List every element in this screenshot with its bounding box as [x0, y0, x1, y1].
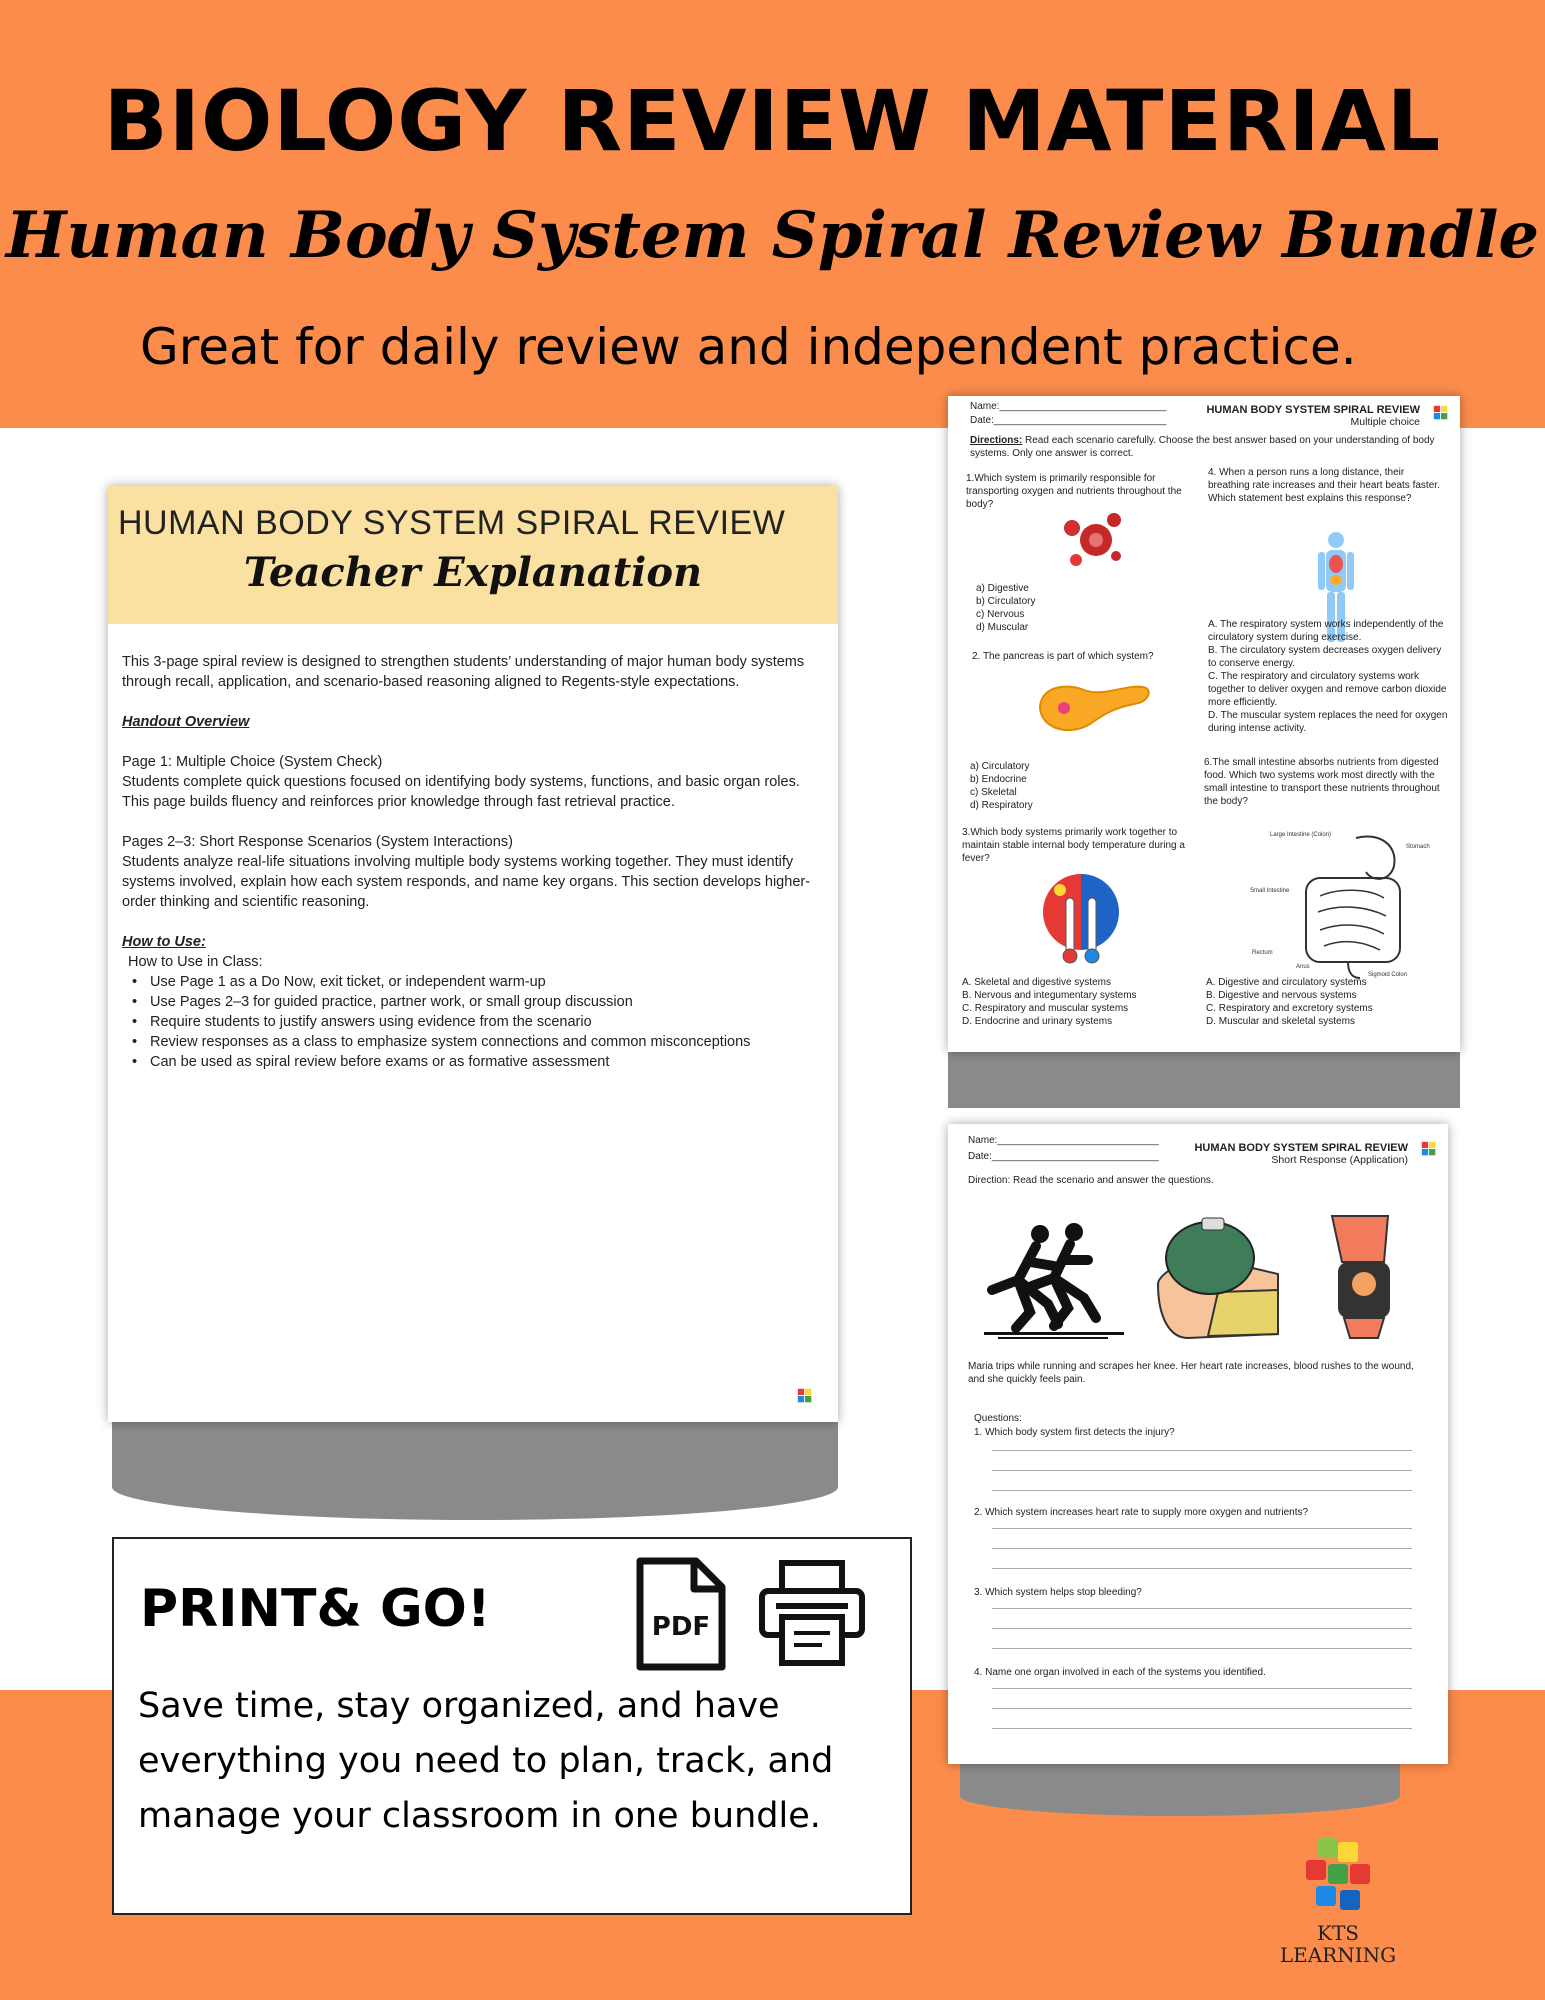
ws2-subtitle: Short Response (Application) [1271, 1154, 1408, 1166]
logo-line-1: KTS [1317, 1921, 1359, 1945]
kts-puzzle-logo-icon [1300, 1834, 1374, 1920]
ws1-q6-options [1206, 976, 1373, 1028]
ws1-q4: 4. When a person runs a long distance, their breathing rate increases and their heart beats faster. Which statement best explains this response? [1208, 467, 1440, 504]
option: A. Digestive and circulatory systems [1206, 977, 1367, 988]
kts-learning-logo-text [1268, 1922, 1408, 1966]
ws1-shadow [948, 1048, 1460, 1108]
option: d) Muscular [976, 622, 1029, 633]
option: d) Respiratory [970, 800, 1033, 811]
teacher-page-body [108, 624, 838, 1072]
ws1-q3: 3.Which body systems primarily work together to maintain stable internal body temperature during a fever? [962, 827, 1185, 864]
option: B. Digestive and nervous systems [1206, 990, 1357, 1001]
option: B. Nervous and integumentary systems [962, 990, 1137, 1001]
how-to-use-subheading: How to Use in Class: [128, 954, 263, 970]
option: a) Digestive [976, 583, 1029, 594]
thermometer-hot-cold-icon [1036, 868, 1126, 968]
red-blood-cells-icon [1058, 506, 1128, 576]
ws1-directions-label: Directions: [970, 435, 1023, 446]
option: C. The respiratory and circulatory systems work together to deliver oxygen and remove carbon dioxide more efficiently. [1208, 671, 1447, 708]
answer-line [992, 1450, 1412, 1451]
teacher-page-subtitle: Teacher Explanation [243, 549, 703, 596]
logo-line-2: LEARNING [1279, 1943, 1397, 1967]
option: B. The circulatory system decreases oxygen delivery to conserve energy. [1208, 645, 1442, 669]
ws1-q4-options [1208, 618, 1450, 735]
pages23-section [122, 832, 824, 912]
handout-overview-heading: Handout Overview [122, 714, 250, 730]
option: D. The muscular system replaces the need for oxygen during intense activity. [1208, 710, 1448, 734]
page1-section [122, 752, 824, 812]
ws1-directions-text: Read each scenario carefully. Choose the best answer based on your understanding of body systems. Only one answer is correct. [970, 435, 1435, 459]
diagram-label: Anus [1296, 964, 1310, 970]
ws2-date-field: Date:______________________________ [968, 1151, 1159, 1162]
page1-text: Students complete quick questions focused on identifying body systems, functions, and basic organ roles. This page builds fluency and reinforces prior knowledge through fast retrieval practice. [122, 774, 800, 810]
option: b) Endocrine [970, 774, 1027, 785]
ws2-question-2: 2. Which system increases heart rate to supply more oxygen and nutrients? [974, 1507, 1309, 1518]
ws2-question-1: 1. Which body system first detects the injury? [974, 1427, 1175, 1438]
kts-puzzle-icon [1420, 1140, 1438, 1158]
option: b) Circulatory [976, 596, 1036, 607]
option: A. The respiratory system works independently of the circulatory system during exercise. [1208, 619, 1444, 643]
how-to-use-heading: How to Use: [122, 934, 206, 950]
option: D. Endocrine and urinary systems [962, 1016, 1113, 1027]
ws1-header [948, 396, 1460, 430]
answer-line [992, 1568, 1412, 1569]
digestive-system-diagram [1248, 826, 1448, 982]
list-item: • Require students to justify answers using evidence from the scenario [132, 1012, 824, 1032]
teacher-page-title: HUMAN BODY SYSTEM SPIRAL REVIEW [118, 504, 786, 542]
ws2-scenario: Maria trips while running and scrapes her knee. Her heart rate increases, blood rushes to the wound, and she quickly feels pain. [968, 1361, 1414, 1385]
diagram-label: Stomach [1406, 844, 1430, 850]
teacher-intro: This 3-page spiral review is designed to strengthen students’ understanding of major human body systems through recall, application, and scenario-based reasoning aligned to Regents-style expectations. [122, 654, 805, 690]
ice-pack-icon [1148, 1214, 1288, 1344]
answer-line [992, 1728, 1412, 1729]
answer-line [992, 1608, 1412, 1609]
pages23-text: Students analyze real-life situations involving multiple body systems working together. They must identify systems involved, explain how each system responds, and name key organs. This section develops higher-order thinking and scientific reasoning. [122, 854, 811, 910]
print-go-description: Save time, stay organized, and have everything you need to plan, track, and manage your classroom in one bundle. [138, 1686, 834, 1836]
answer-line [992, 1470, 1412, 1471]
ws1-directions [970, 434, 1448, 460]
option: c) Nervous [976, 609, 1025, 620]
list-item: • Use Pages 2–3 for guided practice, partner work, or small group discussion [132, 992, 824, 1012]
print-go-title: PRINT& GO! [140, 1579, 491, 1639]
teacher-page-shadow [112, 1410, 838, 1520]
how-to-use-list [122, 972, 824, 1072]
ws1-q1-options [976, 582, 1035, 634]
printer-icon [756, 1557, 868, 1669]
ws2-direction: Direction: Read the scenario and answer the questions. [968, 1175, 1214, 1186]
option: C. Respiratory and excretory systems [1206, 1003, 1373, 1014]
ws1-q1: 1.Which system is primarily responsible for transporting oxygen and nutrients throughout the body? [966, 473, 1182, 510]
diagram-label: Small Intestine [1250, 888, 1290, 894]
ws2-question-4: 4. Name one organ involved in each of the systems you identified. [974, 1667, 1266, 1678]
kts-puzzle-icon [796, 1386, 814, 1406]
answer-line [992, 1708, 1412, 1709]
ws1-q2: 2. The pancreas is part of which system? [972, 651, 1154, 662]
ws1-date-field: Date:_______________________________ [970, 415, 1167, 426]
ws1-q3-options [962, 976, 1137, 1028]
kts-puzzle-icon [1432, 404, 1450, 422]
pdf-file-icon [634, 1557, 726, 1673]
ws1-q6: 6.The small intestine absorbs nutrients from digested food. Which two systems work most directly with the small intestine to transport these nutrients throughout the body? [1204, 757, 1440, 807]
answer-line [992, 1628, 1412, 1629]
print-and-go-box [112, 1537, 912, 1915]
tagline: Great for daily review and independent practice. [140, 318, 1357, 376]
ws2-question-3: 3. Which system helps stop bleeding? [974, 1587, 1142, 1598]
ws1-title: HUMAN BODY SYSTEM SPIRAL REVIEW [1206, 404, 1420, 416]
multiple-choice-worksheet [948, 396, 1460, 1052]
list-item: • Use Page 1 as a Do Now, exit ticket, or independent warm-up [132, 972, 824, 992]
option: C. Respiratory and muscular systems [962, 1003, 1129, 1014]
ws1-name-field: Name:______________________________ [970, 401, 1167, 412]
main-title: BIOLOGY REVIEW MATERIAL [103, 72, 1442, 170]
diagram-label: Sigmoid Colon [1368, 972, 1408, 978]
answer-line [992, 1688, 1412, 1689]
option: D. Muscular and skeletal systems [1206, 1016, 1355, 1027]
runners-icon [978, 1220, 1128, 1340]
diagram-label: Rectum [1252, 950, 1273, 956]
ws2-header [948, 1124, 1448, 1166]
short-response-worksheet [948, 1124, 1448, 1764]
answer-line [992, 1648, 1412, 1649]
knee-brace-icon [1318, 1212, 1408, 1342]
answer-line [992, 1490, 1412, 1491]
ws1-q2-options [970, 760, 1033, 812]
teacher-explanation-page [108, 486, 838, 1422]
option: A. Skeletal and digestive systems [962, 977, 1111, 988]
pages23-heading: Pages 2–3: Short Response Scenarios (System Interactions) [122, 834, 513, 850]
answer-line [992, 1548, 1412, 1549]
list-item: • Can be used as spiral review before exams or as formative assessment [132, 1052, 824, 1072]
page1-heading: Page 1: Multiple Choice (System Check) [122, 754, 383, 770]
pdf-label: PDF [651, 1612, 711, 1642]
option: a) Circulatory [970, 761, 1030, 772]
ws1-subtitle: Multiple choice [1350, 416, 1420, 428]
script-subtitle: Human Body System Spiral Review Bundle [5, 198, 1540, 273]
teacher-page-header [108, 486, 838, 624]
ws2-title: HUMAN BODY SYSTEM SPIRAL REVIEW [1194, 1142, 1408, 1154]
pancreas-icon [1034, 668, 1154, 738]
list-item: • Review responses as a class to emphasize system connections and common misconceptions [132, 1032, 824, 1052]
ws2-name-field: Name:_____________________________ [968, 1135, 1159, 1146]
ws2-questions-label: Questions: [974, 1413, 1022, 1424]
option: c) Skeletal [970, 787, 1017, 798]
answer-line [992, 1528, 1412, 1529]
diagram-label: Large Intestine (Colon) [1270, 832, 1332, 838]
